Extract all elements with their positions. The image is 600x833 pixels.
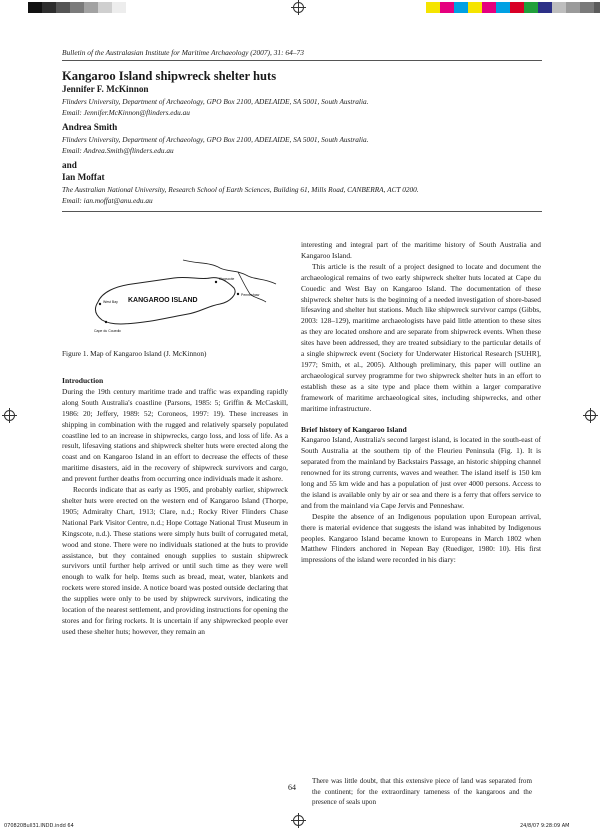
color-swatch <box>510 2 524 13</box>
color-swatch <box>594 2 600 13</box>
block-quote: There was little doubt, that this extensive piece of land was separated from the continent; for the extraordinary tameness of the kangaroos and the presence of seals upon <box>312 777 532 806</box>
west-bay-marker <box>99 303 101 305</box>
author-affiliation: Flinders University, Department of Archaeology, GPO Box 2100, ADELAIDE, SA 5001, South Australia. <box>62 97 369 106</box>
color-swatch <box>112 2 126 13</box>
section-heading: Brief history of Kangaroo Island <box>301 424 407 434</box>
color-swatch <box>84 2 98 13</box>
registration-mark-right-icon <box>585 410 596 421</box>
page-number: 64 <box>288 783 296 792</box>
color-swatch <box>524 2 538 13</box>
color-swatch <box>538 2 552 13</box>
print-slug-timestamp: 24/8/07 9:28:09 AM <box>520 823 570 829</box>
author-email: Email: Jennifer.McKinnon@flinders.edu.au <box>62 108 190 117</box>
color-swatch <box>580 2 594 13</box>
color-swatch <box>454 2 468 13</box>
author-email: Email: Andrea.Smith@flinders.edu.au <box>62 146 174 155</box>
kingscote-marker <box>215 281 217 283</box>
author-email: Email: ian.moffat@anu.edu.au <box>62 196 153 205</box>
author-affiliation: The Australian National University, Research School of Earth Sciences, Building 61, Mills Road, CANBERRA, ACT 0200. <box>62 185 419 194</box>
article-title: Kangaroo Island shipwreck shelter huts <box>62 69 277 83</box>
body-paragraph: Kangaroo Island, Australia's second largest island, is located in the south-east of South Australia at the southern tip of the Fleurieu Peninsula (Fig. 1). It is separated from the mainland by Backstairs Passage, an historic shipping channel renowned for its strong currents, waves and weather. The island itself is 150 km long and 55 km wide and has a population of just over 4000 persons. Access to the island is available only by air or sea and there is a ferry that offers service to and from the mainland via Cape Jervis and Penneshaw. <box>301 435 541 510</box>
body-paragraph: Records indicate that as early as 1905, and probably earlier, shipwreck shelter huts were erected on the western end of Kangaroo Island (Thorpe, 1905; Admiralty Chart, 1913; Clare, n.d.; Rocky River Flinders Chase National Park Visitor Centre, n.d.; Hope Cottage National Trust Museum in Kingscote, n.d.). These stations were simply huts built of corrugated metal, wood and stone. There were no individuals stationed at the huts to provide assistance, but they contained enough supplies to sustain shipwreck survivors until further help arrived or until such time as they were well enough to walk for help. Items such as bread, meat, water, blankets and rockets were stored inside. A notice board was posted outside declaring that the supplies were only to be used by shipwreck survivors, indicating the location of the nearest settlement, and providing instructions for opening the stores and for firing rockets. It is uncertain if any shipwrecked people ever used these shelter huts; however, they remain an <box>62 485 288 636</box>
color-swatch <box>426 2 440 13</box>
left-column <box>62 376 288 638</box>
print-slug-filename: 070820Bull31.INDD.indd 64 <box>4 823 74 829</box>
color-swatch <box>552 2 566 13</box>
color-swatch <box>28 2 42 13</box>
section-heading: Introduction <box>62 376 104 385</box>
color-swatch <box>440 2 454 13</box>
peninsula-outline <box>238 272 266 302</box>
body-paragraph: During the 19th century maritime trade and traffic was expanding rapidly along South Australia's coastline (Parsons, 1985: 5; Griffin & McCaskill, 1986: 20; Jeffery, 1989: 52; Coroneos, 1997: 19). These increases in shipping in combination with the rugged and relatively sparsely populated coastline led to an increase in shipwrecks, cargo loss, and loss of life. As a result, lifesaving stations and shipwreck shelter huts were erected along the coast and on Kangaroo Island in an effort to decrease the effects of these maritime disasters, aid in the recovery of shipwreck survivors and cargo, and prevent further deaths from occurring once individuals made it ashore. <box>62 386 288 484</box>
color-swatch <box>468 2 482 13</box>
color-swatch <box>496 2 510 13</box>
color-swatch <box>42 2 56 13</box>
cape-du-couedic-marker <box>105 321 107 323</box>
kangaroo-island-map <box>88 258 278 340</box>
place-label-penneshaw: Penneshaw <box>241 293 260 297</box>
body-paragraph: This article is the result of a project designed to locate and document the archaeological remains of two early shipwreck shelter huts located at Cape du Couedic and West Bay on Kangaroo Island. The documentation of these shipwreck shelter huts is the beginning of a needed investigation of shore-based lifesaving and shelter hut stations. Much like shipwreck survivor camps (Gibbs, 2003: 128–129), maritime archaeologists have paid little attention to these sites as they are located onshore and are separate from shipwreck events. When these sites have been addressed, they are treated subsidiary to the particular details of a single shipwreck event (Society for Underwater Historical Research [SUHR], 1977; Smith, et al., 2005). Although preliminary, this paper will outline an archaeological survey programme for two shipwreck shelter huts in an effort to establish these as a site type and place them within a larger comparative framework of maritime archaeological sites, including shipwrecks, and other maritime infrastructure. <box>301 261 541 413</box>
and-connector: and <box>62 160 77 170</box>
registration-mark-bottom-icon <box>293 815 304 826</box>
color-swatch <box>56 2 70 13</box>
island-label: KANGAROO ISLAND <box>128 297 198 304</box>
place-label-kingscote: Kingscote <box>219 277 235 281</box>
color-swatch <box>98 2 112 13</box>
registration-mark-left-icon <box>4 410 15 421</box>
author-name: Jennifer F. McKinnon <box>62 84 149 94</box>
place-label-west-bay: West Bay <box>103 300 118 304</box>
registration-mark-top-icon <box>293 2 304 13</box>
color-swatch <box>482 2 496 13</box>
body-paragraph: interesting and integral part of the maritime history of South Australia and Kangaroo Island. <box>301 240 541 260</box>
figure-caption: Figure 1. Map of Kangaroo Island (J. McKinnon) <box>62 349 207 358</box>
right-column <box>301 240 541 566</box>
color-swatch <box>566 2 580 13</box>
author-name: Ian Moffat <box>62 172 105 182</box>
body-paragraph: Despite the absence of an Indigenous population upon European arrival, there is material evidence that suggests the island was inhabited by Indigenous peoples. Kangaroo Island became known to Europeans in March 1802 when Matthew Flinders anchored in Nepean Bay (Ruediger, 1980: 10). His first impressions of the island were recorded in his diary: <box>301 511 541 565</box>
author-affiliation: Flinders University, Department of Archaeology, GPO Box 2100, ADELAIDE, SA 5001, South Australia. <box>62 135 369 144</box>
penneshaw-marker <box>237 293 239 295</box>
color-swatch <box>70 2 84 13</box>
place-label-cape-du-couedic: Cape du Couedic <box>94 329 122 333</box>
journal-citation: Bulletin of the Australasian Institute for Maritime Archaeology (2007), 31: 64–73 <box>62 48 304 57</box>
author-name: Andrea Smith <box>62 122 118 132</box>
title-block-rule <box>62 211 542 212</box>
header-rule <box>62 60 542 61</box>
